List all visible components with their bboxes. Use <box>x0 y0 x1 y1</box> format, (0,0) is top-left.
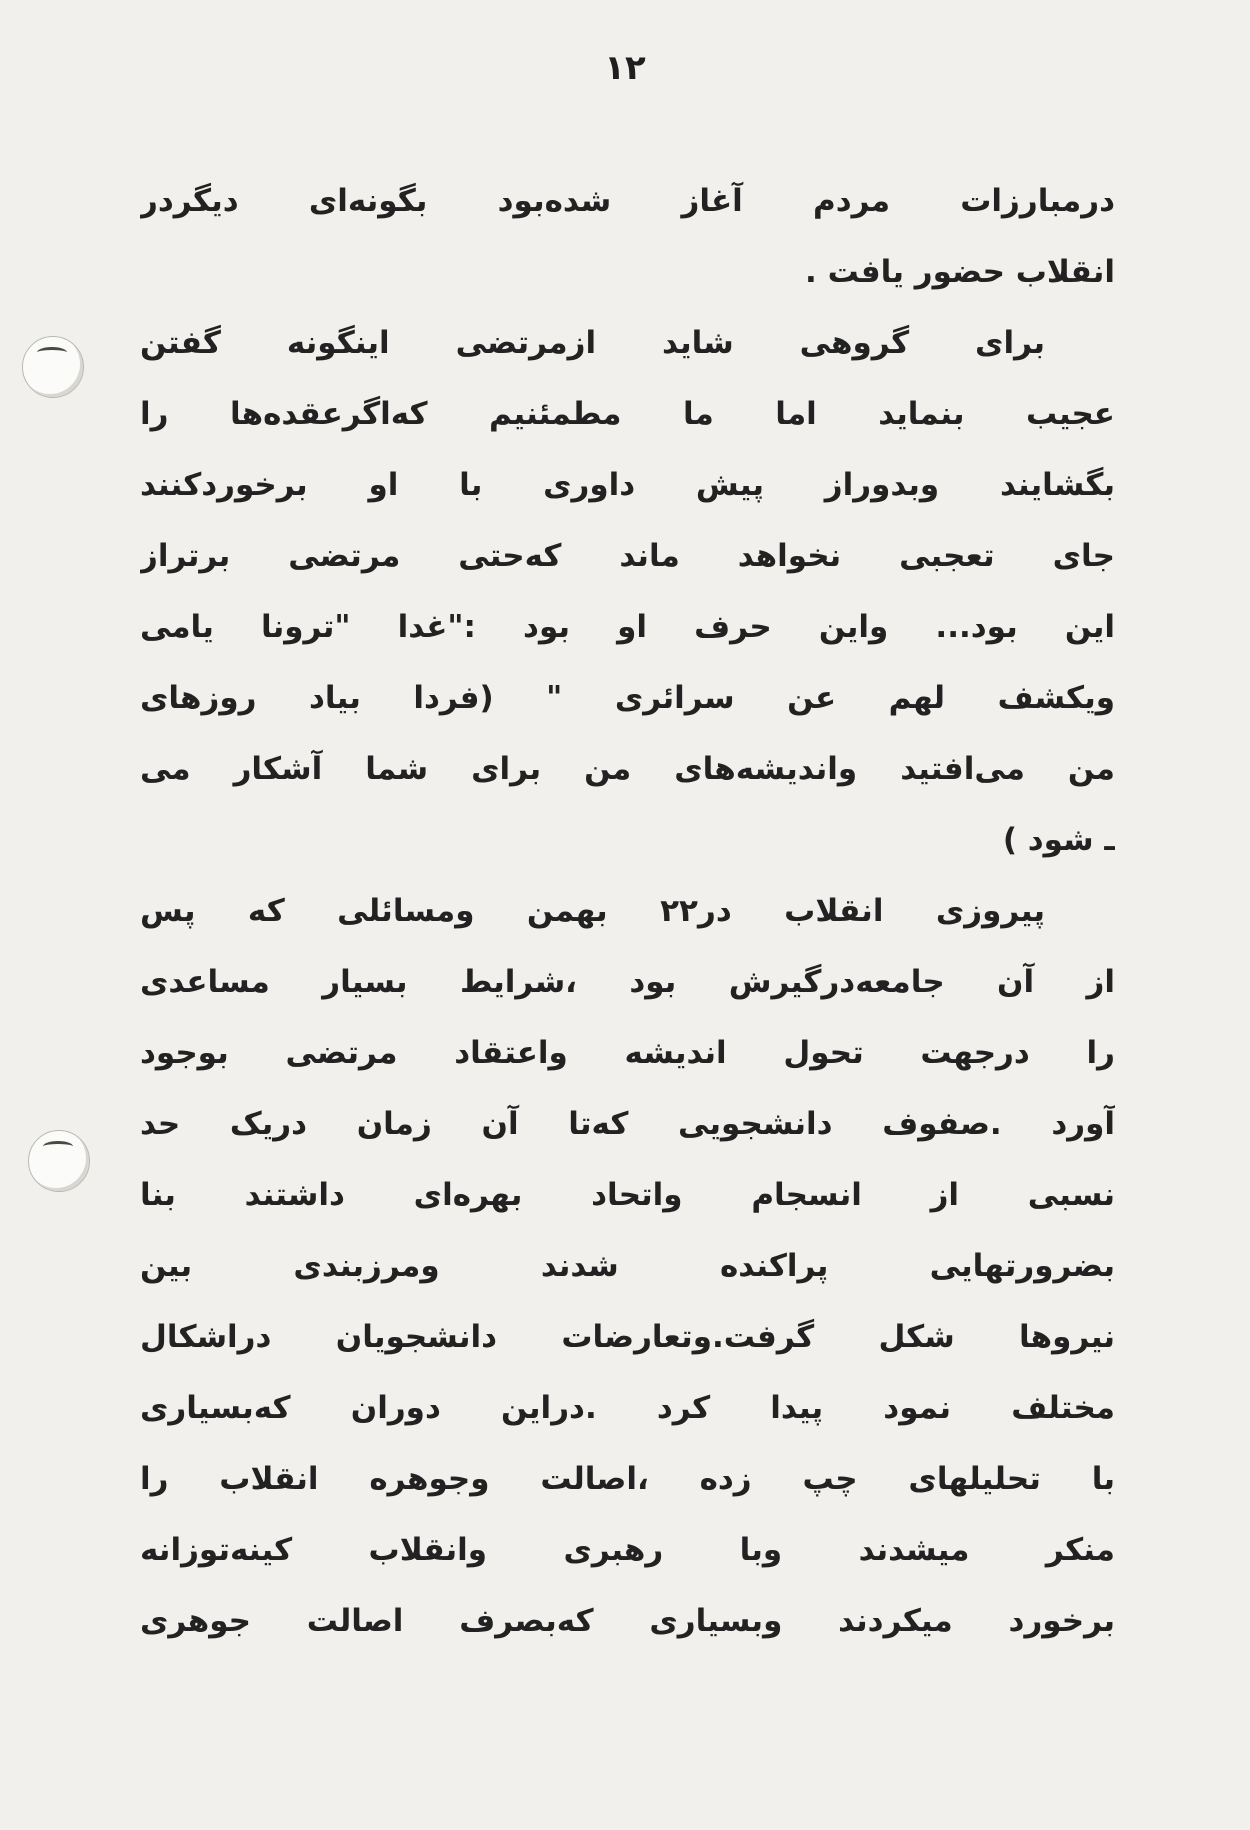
text-line: بضرورتهایی پراکنده شدند ومرزبندی بین <box>140 1248 1115 1284</box>
text-line: آورد .صفوف دانشجویی که‌تا آن زمان دریک حد <box>140 1106 1115 1142</box>
text-line: جای تعجبی نخواهد ماند که‌حتی مرتضی برتراز <box>140 538 1115 574</box>
text-line: با تحلیلهای چپ زده ،اصالت وجوهره انقلاب را <box>140 1461 1115 1497</box>
text-line: درمبارزات مردم آغاز شده‌بود بگونه‌ای دیگردر <box>140 183 1115 219</box>
text-line: برای گروهی شاید ازمرتضی اینگونه گفتن <box>140 325 1045 361</box>
body-text <box>140 166 1115 1657</box>
text-line: ویکشف لهم عن سرائری " (فردا بیاد روزهای <box>140 680 1115 716</box>
page-number: ۱۲ <box>604 48 646 88</box>
text-line: بگشایند وبدوراز پیش داوری با او برخوردکنند <box>140 467 1115 503</box>
text-line: این بود... واین حرف او بود :"غدا "ترونا یامی <box>140 609 1115 645</box>
text-line: من می‌افتید واندیشه‌های من برای شما آشکار می <box>140 751 1115 787</box>
text-line: برخورد میکردند وبسیاری که‌بصرف اصالت جوهری <box>140 1603 1115 1639</box>
text-line: از آن جامعه‌درگیرش بود ،شرایط بسیار مساعدی <box>140 964 1115 1000</box>
punch-hole <box>28 1130 90 1192</box>
text-line: ـ شود ) <box>1002 822 1115 858</box>
text-line: منکر میشدند وبا رهبری وانقلاب کینه‌توزانه <box>140 1532 1115 1568</box>
text-line: را درجهت تحول اندیشه واعتقاد مرتضی بوجود <box>140 1035 1115 1071</box>
text-line: پیروزی انقلاب در۲۲ بهمن ومسائلی که پس <box>140 893 1045 929</box>
text-line: انقلاب حضور یافت . <box>805 254 1115 290</box>
punch-hole <box>22 336 84 398</box>
text-line: نیروها شکل گرفت.وتعارضات دانشجویان دراشکال <box>140 1319 1115 1355</box>
text-line: نسبی از انسجام واتحاد بهره‌ای داشتند بنا <box>140 1177 1115 1213</box>
text-line: عجیب بنماید اما ما مطمئنیم که‌اگرعقده‌ها را <box>140 396 1115 432</box>
text-line: مختلف نمود پیدا کرد .دراین دوران که‌بسیاری <box>140 1390 1115 1426</box>
